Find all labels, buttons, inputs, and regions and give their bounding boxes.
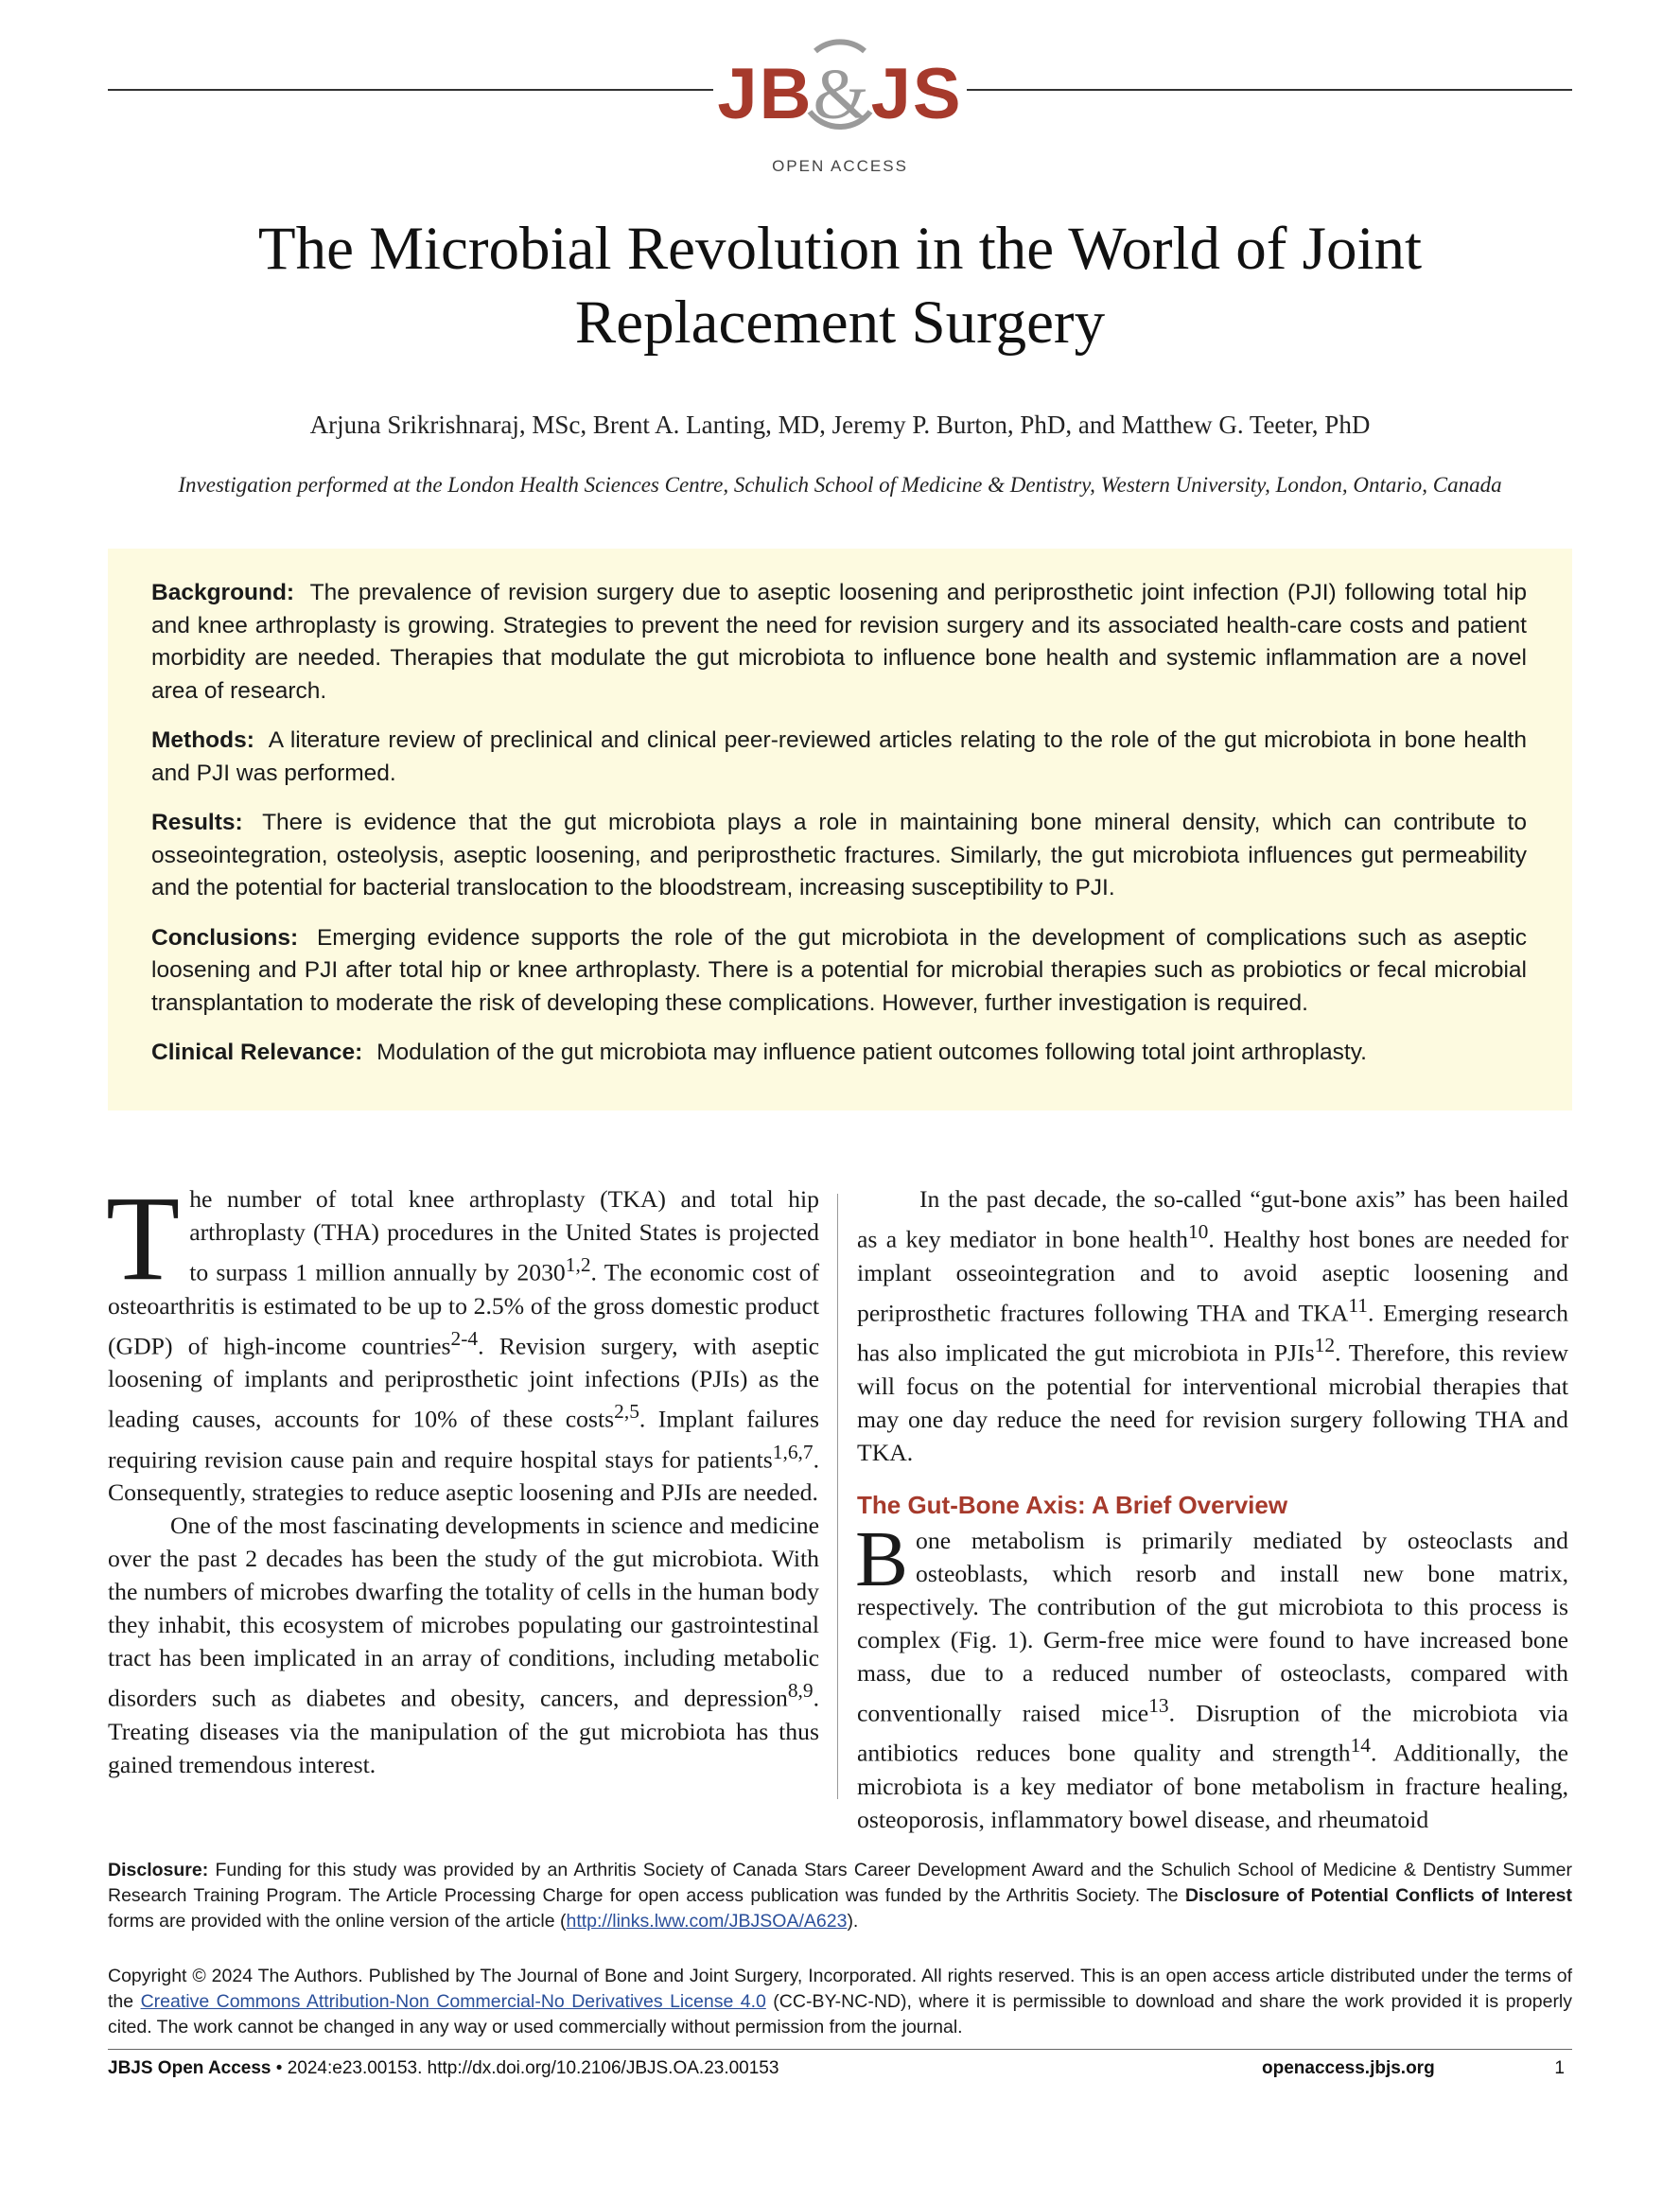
citation-ref: 1,6,7 [772, 1440, 814, 1463]
body-text: . Therefore, this review will focus on the potential for interventional microbial therapies that may one day reduce the need for revision surgery following THA and TKA. [857, 1338, 1568, 1466]
abstract-text: Emerging evidence supports the role of the gut microbiota in the development of complications such as aseptic loosening and PJI after total hip or knee arthroplasty. There is a potential for microbial therapies such as probiotics or fecal microbial transplantation to moderate the risk of developing these complications. However, further investigation is required. [151, 924, 1527, 1016]
body-text: . Additionally, the microbiota is a key mediator of bone metabolism in fracture healing, osteoporosis, inflammatory bowel disease, and rheumatoid [857, 1739, 1568, 1833]
journal-site-link[interactable]: openaccess.jbjs.org [1262, 2058, 1435, 2078]
logo-text [713, 54, 967, 134]
citation-ref: 13 [1148, 1693, 1169, 1717]
abstract-clinical-relevance [151, 1037, 1527, 1070]
license-link[interactable]: Creative Commons Attribution-Non Commercial-No Derivatives License 4.0 [140, 1991, 766, 2012]
body-text: . Healthy host bones are needed for implant osseointegration and to avoid aseptic loosening and periprosthetic fractures following THA and TKA [857, 1225, 1568, 1327]
abstract-label: Background: [151, 580, 295, 605]
abstract-text: There is evidence that the gut microbiota plays a role in maintaining bone mineral density, which can contribute to osseointegration, osteolysis, aseptic loosening, and periprosthetic fractures. Similarly, the gut microbiota influences gut permeability and the potential for bacterial translocation to the bloodstream, increasing susceptibility to PJI. [151, 810, 1527, 901]
abstract-label: Methods: [151, 727, 254, 753]
body-text: One of the most fascinating developments in science and medicine over the past 2 decades has been the study of the gut microbiota. With the numbers of microbes dwarfing the totality of cells in the human body they inhabit, this ecosystem of microbes populating our gastrointestinal tract has been implicated in an array of conditions, including metabolic disorders such as diabetes and obesity, cancers, and depression [108, 1512, 819, 1712]
abstract-background [151, 577, 1527, 708]
citation-ref: 14 [1350, 1734, 1371, 1758]
abstract-text: A literature review of preclinical and clinical peer-reviewed articles relating to the role of the gut microbiota in bone health and PJI was performed. [151, 727, 1527, 786]
logo-subtitle: OPEN ACCESS [772, 157, 908, 175]
journal-name: JBJS Open Access [108, 2058, 271, 2078]
drop-cap: B [855, 1514, 909, 1603]
abstract-label: Results: [151, 810, 243, 835]
body-column-right [857, 1182, 1568, 1836]
logo-jb: JB [717, 54, 814, 134]
abstract-text: Modulation of the gut microbiota may influence patient outcomes following total joint arthroplasty. [376, 1040, 1367, 1065]
section-heading: The Gut-Bone Axis: A Brief Overview [857, 1490, 1288, 1519]
body-text: . Revision surgery, with aseptic loosening of implants and periprosthetic joint infections (PJIs) as the leading causes, accounts for 10% of these costs [108, 1332, 819, 1433]
body-text: . Emerging research has also implicated the gut microbiota in PJIs [857, 1299, 1568, 1367]
footer-rule [108, 2049, 1572, 2050]
abstract-conclusions [151, 922, 1527, 1021]
citation-ref: 2-4 [450, 1326, 479, 1350]
abstract-results [151, 807, 1527, 905]
disclosure-text: ). [847, 1911, 859, 1932]
body-paragraph [855, 1514, 1569, 1836]
disclosure-text: forms are provided with the online version of the article ( [108, 1911, 567, 1932]
body-paragraph [857, 1182, 1568, 1469]
journal-header [0, 26, 1680, 187]
citation-ref: 12 [1314, 1334, 1336, 1357]
body-paragraph [108, 1509, 819, 1781]
body-column-left [106, 1171, 820, 1781]
abstract-label: Clinical Relevance: [151, 1040, 363, 1065]
journal-logo [713, 26, 967, 187]
body-text: In the past decade, the so-called “gut-bone axis” has been hailed as a key mediator in bone health [857, 1185, 1568, 1253]
page-number: 1 [1554, 2058, 1565, 2078]
title-line-1: The Microbial Revolution in the World of Joint [257, 215, 1423, 283]
body-text: . Disruption of the microbiota via antibiotics reduces bone quality and strength [857, 1699, 1569, 1767]
article-title [142, 212, 1538, 359]
body-text: . Consequently, strategies to reduce aseptic loosening and PJIs are needed. [108, 1445, 819, 1507]
abstract-label: Conclusions: [151, 924, 299, 951]
institution-line: Investigation performed at the London Health Sciences Centre, Schulich School of Medicine & Dentistry, Western University, London, Ontario, Canada [178, 473, 1502, 497]
title-line-2: Replacement Surgery [574, 289, 1106, 357]
disclosure-label: Disclosure: [108, 1860, 209, 1880]
disclosure-text: Funding for this study was provided by an Arthritis Society of Canada Stars Career Development Award and the Schulich School of Medicine & Dentistry Summer Research Training Program. The Article Processing Charge for open access publication was funded by the Arthritis Society. The [108, 1860, 1572, 1906]
column-divider [837, 1194, 838, 1799]
citation-ref: 10 [1187, 1220, 1209, 1243]
abstract-text: The prevalence of revision surgery due to aseptic loosening and periprosthetic joint infection (PJI) following total hip and knee arthroplasty is growing. Strategies to prevent the need for revision surgery and its associated health-care costs and patient morbidity are needed. Therapies that modulate the gut microbiota to influence bone health and systemic inflammation are a novel area of research. [151, 580, 1527, 704]
drop-cap: T [106, 1171, 181, 1305]
body-paragraph [106, 1171, 820, 1509]
logo-js: JS [870, 54, 963, 134]
copyright-text: (CC-BY-NC-ND), where it is permissible to download and share the work provided it is properly cited. The work cannot be changed in any way or used commercially without permission from the journal. [108, 1991, 1573, 2037]
citation-ref: 1,2 [565, 1253, 591, 1276]
doi-citation: • 2024:e23.00153. http://dx.doi.org/10.2106/JBJS.OA.23.00153 [275, 2058, 779, 2078]
abstract-methods [151, 725, 1527, 790]
conflicts-label: Disclosure of Potential Conflicts of Interest [1184, 1885, 1573, 1906]
body-text: one metabolism is primarily mediated by osteoclasts and osteoblasts, which resorb and install new bone matrix, respectively. The contribution of the gut microbiota to this process is complex (Fig. 1). Germ-free mice were found to have increased bone mass, due to a reduced number of osteoclasts, compared with conventionally raised mice [857, 1526, 1568, 1727]
body-text: . The economic cost of osteoarthritis is estimated to be up to 2.5% of the gross domestic product (GDP) of high-income countries [108, 1258, 820, 1360]
copyright-note [108, 1964, 1572, 2040]
citation-ref: 8,9 [787, 1679, 814, 1703]
copyright-text: Copyright © 2024 The Authors. Published by The Journal of Bone and Joint Surgery, Incorporated. All rights reserved. This is an open access article distributed under the terms of the [108, 1966, 1572, 2012]
disclosure-note [108, 1858, 1572, 1934]
body-text: . Implant failures requiring revision cause pain and require hospital stays for patients [108, 1405, 819, 1474]
citation-ref: 11 [1348, 1293, 1368, 1317]
body-text: . Treating diseases via the manipulation of the gut microbiota has thus gained tremendous interest. [108, 1684, 819, 1778]
page-footer [108, 2058, 1572, 2087]
logo-ampersand: & [813, 55, 871, 134]
citation-ref: 2,5 [614, 1400, 639, 1424]
body-text: he number of total knee arthroplasty (TKA) and total hip arthroplasty (THA) procedures in the United States is projected to surpass 1 million annually by 2030 [189, 1185, 819, 1286]
supplement-link[interactable]: http://links.lww.com/JBJSOA/A623 [566, 1911, 848, 1932]
header-rule-left [108, 89, 713, 91]
author-list: Arjuna Srikrishnaraj, MSc, Brent A. Lanting, MD, Jeremy P. Burton, PhD, and Matthew G. Teeter, PhD [309, 411, 1371, 439]
header-rule-right [967, 89, 1572, 91]
footer-citation [108, 2058, 779, 2079]
abstract-box [108, 549, 1572, 1110]
